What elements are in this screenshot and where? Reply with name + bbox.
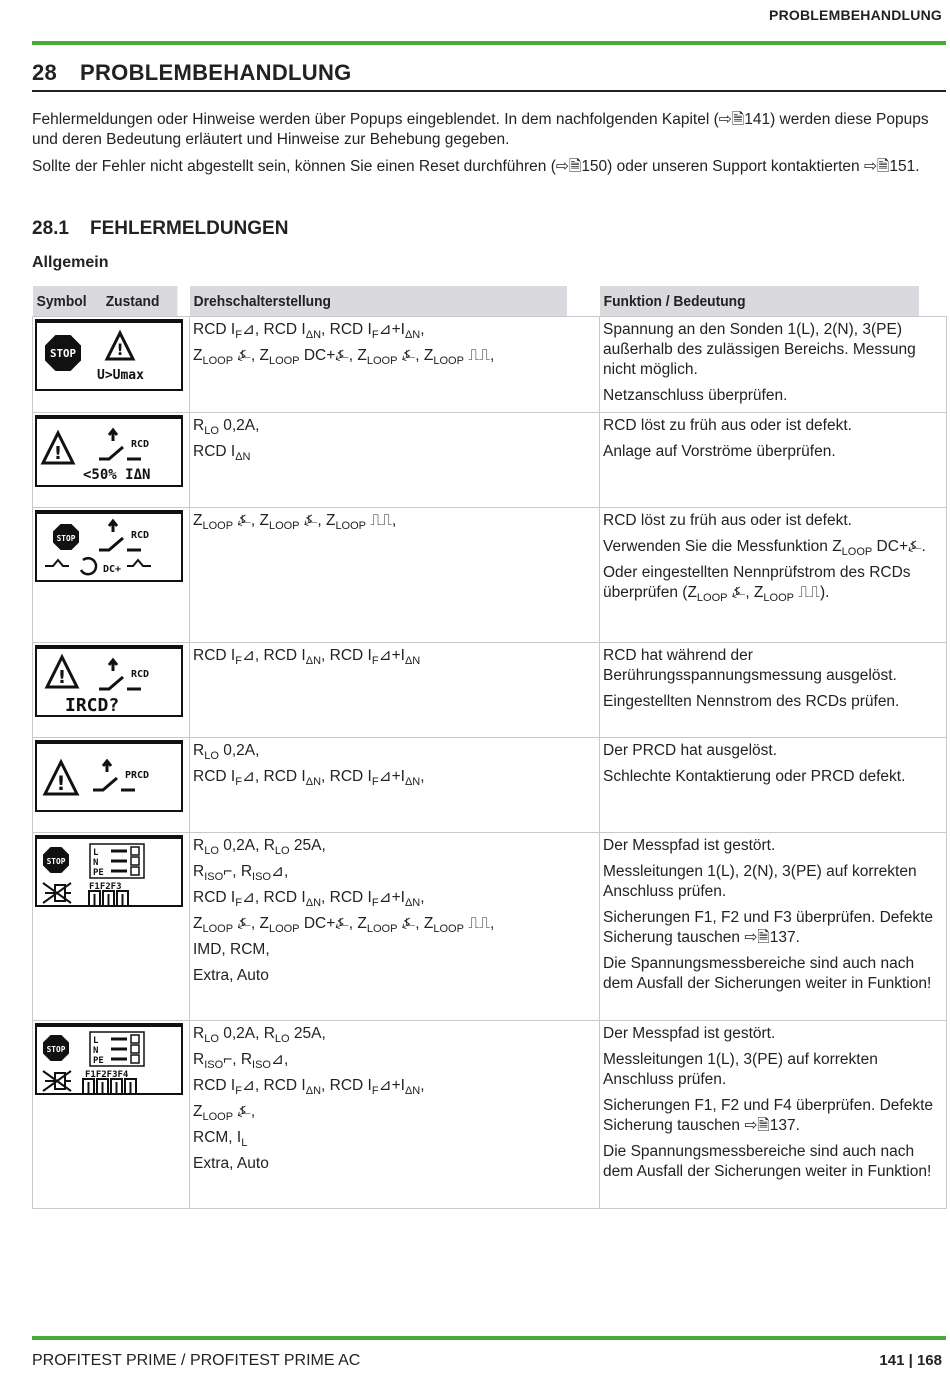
- switch-position-text: Extra, Auto: [193, 1155, 269, 1172]
- header-rule: [32, 41, 946, 45]
- table-header-row: [33, 286, 947, 317]
- function-text: Verwenden Sie die Messfunktion $Z_{LOOP}$ DC+⍼.: [603, 538, 926, 558]
- intro-paragraph-2: Sollte der Fehler nicht abgestellt sein, können Sie einen Reset durchführen (⇨🗎150) oder unseren Support kontaktierten ⇨🗎151.: [32, 158, 920, 175]
- footer-rule: [32, 1336, 946, 1340]
- subsection-title: Allgemein: [32, 254, 109, 271]
- table-header-symbol-state: [33, 286, 177, 317]
- function-text: Der PRCD hat ausgelöst.: [603, 742, 778, 759]
- warning-rcd-trip-icon: [35, 415, 183, 487]
- svg-text:PRCD: PRCD: [125, 770, 150, 781]
- svg-text:U>Umax: U>Umax: [97, 368, 144, 383]
- function-text: RCD löst zu früh aus oder ist defekt.: [603, 417, 852, 434]
- function-text: Oder eingestellten Nennprüfstrom des RCDs überprüfen ($Z_{LOOP}$ ⍼, $Z_{LOOP}$ ⎍⎍).: [603, 564, 911, 604]
- function-cell: [600, 643, 947, 738]
- switch-position-text: RCM, $I_L$: [193, 1129, 248, 1149]
- switch-position-text: RCD $I_F⊿$, RCD $I_{\Delta N}$, RCD $I_F⊿+I_{\Delta N}$: [193, 647, 421, 667]
- symbol-cell: [33, 738, 190, 833]
- switch-position-text: $R_{ISO}⌐$, $R_{ISO}⊿$,: [193, 863, 289, 883]
- svg-text:STOP: STOP: [56, 534, 76, 543]
- svg-text:STOP: STOP: [49, 347, 77, 360]
- function-text: RCD löst zu früh aus oder ist defekt.: [603, 512, 852, 529]
- svg-text:IRCD?: IRCD?: [65, 695, 120, 715]
- switch-position-text: RCD $I_F⊿$, RCD $I_{\Delta N}$, RCD $I_F⊿+I_{\Delta N}$,: [193, 321, 425, 341]
- function-cell: [600, 317, 947, 413]
- chapter-title: [32, 60, 352, 86]
- svg-text:!: !: [56, 772, 66, 795]
- svg-text:L: L: [93, 848, 99, 858]
- switch-position-text: $R_{LO}$ 0,2A, $R_{LO}$ 25A,: [193, 1025, 326, 1045]
- svg-text:RCD: RCD: [131, 669, 150, 680]
- svg-text:RCD: RCD: [131, 530, 150, 541]
- function-cell: [600, 1021, 947, 1209]
- section-number: 28.1: [32, 218, 69, 239]
- symbol-cell: [33, 413, 190, 508]
- switch-position-cell: [190, 508, 600, 643]
- svg-text:N: N: [93, 858, 99, 868]
- header-symbol: Symbol: [36, 292, 87, 310]
- function-cell: [600, 738, 947, 833]
- svg-text:PE: PE: [93, 1056, 104, 1066]
- function-text: Anlage auf Vorströme überprüfen.: [603, 443, 836, 460]
- function-cell: [600, 833, 947, 1021]
- header-switch: Drehschalterstellung: [190, 286, 567, 317]
- warning-prcd-icon: [35, 740, 183, 812]
- function-text: Die Spannungsmessbereiche sind auch nach dem Ausfall der Sicherungen weiter in Funktion!: [603, 1143, 932, 1180]
- footer-product: PROFITEST PRIME / PROFITEST PRIME AC: [32, 1352, 361, 1369]
- switch-position-text: RCD $I_F⊿$, RCD $I_{\Delta N}$, RCD $I_F⊿+I_{\Delta N}$,: [193, 1077, 425, 1097]
- table-row: [33, 317, 947, 413]
- section-title: [32, 218, 288, 240]
- switch-position-cell: [190, 413, 600, 508]
- function-text: Schlechte Kontaktierung oder PRCD defekt.: [603, 768, 906, 785]
- switch-position-text: $R_{LO}$ 0,2A,: [193, 417, 260, 437]
- svg-text:!: !: [116, 341, 124, 359]
- switch-position-text: $Z_{LOOP}$ ⍼, $Z_{LOOP}$ DC+⍼, $Z_{LOOP}$ ⍼, $Z_{LOOP}$ ⎍⎍,: [193, 915, 495, 935]
- switch-position-text: $R_{ISO}⌐$, $R_{ISO}⊿$,: [193, 1051, 289, 1071]
- function-text: Der Messpfad ist gestört.: [603, 1025, 776, 1042]
- stop-overvoltage-icon: [35, 319, 183, 391]
- switch-position-text: RCD $I_F⊿$, RCD $I_{\Delta N}$, RCD $I_F⊿+I_{\Delta N}$,: [193, 768, 425, 788]
- function-text: Sicherungen F1, F2 und F4 überprüfen. Defekte Sicherung tauschen ⇨🗎137.: [603, 1097, 934, 1134]
- table-row: [33, 1021, 947, 1209]
- switch-position-text: IMD, RCM,: [193, 941, 270, 958]
- header-function: Funktion / Bedeutung: [600, 286, 919, 317]
- switch-position-cell: [190, 317, 600, 413]
- section-title-text: FEHLERMELDUNGEN: [90, 218, 289, 239]
- switch-position-text: Extra, Auto: [193, 967, 269, 984]
- warning-ircd-icon: [35, 645, 183, 717]
- function-cell: [600, 413, 947, 508]
- switch-position-text: $Z_{LOOP}$ ⍼, $Z_{LOOP}$ DC+⍼, $Z_{LOOP}$ ⍼, $Z_{LOOP}$ ⎍⎍,: [193, 347, 495, 367]
- svg-text:L: L: [93, 1036, 99, 1046]
- switch-position-text: $R_{LO}$ 0,2A, $R_{LO}$ 25A,: [193, 837, 326, 857]
- function-text: Der Messpfad ist gestört.: [603, 837, 776, 854]
- svg-text:<50% IΔN: <50% IΔN: [83, 467, 151, 483]
- switch-position-cell: [190, 1021, 600, 1209]
- switch-position-cell: [190, 833, 600, 1021]
- svg-text:!: !: [53, 443, 63, 464]
- table-row: [33, 643, 947, 738]
- symbol-cell: [33, 833, 190, 1021]
- stop-fuse-f1f2f3f4-icon: [35, 1023, 183, 1095]
- svg-text:!: !: [57, 667, 67, 688]
- svg-text:PE: PE: [93, 868, 104, 878]
- function-text: Eingestellten Nennstrom des RCDs prüfen.: [603, 693, 900, 710]
- intro-paragraph-1: Fehlermeldungen oder Hinweise werden über Popups eingeblendet. In dem nachfolgenden Kapitel (⇨🗎141) werden diese Popups und deren Bedeutung erläutert und Hinweise zur Behebung gegeben.: [32, 111, 929, 148]
- function-text: Sicherungen F1, F2 und F3 überprüfen. Defekte Sicherung tauschen ⇨🗎137.: [603, 909, 934, 946]
- svg-text:F1F2F3F4: F1F2F3F4: [85, 1070, 129, 1080]
- footer-page-number: 141 | 168: [879, 1352, 942, 1369]
- switch-position-cell: [190, 738, 600, 833]
- svg-text:STOP: STOP: [46, 857, 66, 866]
- switch-position-text: $Z_{LOOP}$ ⍼,: [193, 1103, 256, 1123]
- chapter-rule: [32, 90, 946, 92]
- table-row: [33, 508, 947, 643]
- svg-text:STOP: STOP: [46, 1045, 66, 1054]
- symbol-cell: [33, 1021, 190, 1209]
- table-row: [33, 738, 947, 833]
- svg-text:F1F2F3: F1F2F3: [89, 882, 122, 892]
- stop-fuse-f1f2f3-icon: [35, 835, 183, 907]
- svg-text:DC+: DC+: [103, 564, 122, 575]
- running-header: PROBLEMBEHANDLUNG: [769, 7, 942, 23]
- switch-position-text: RCD $I_{\Delta N}$: [193, 443, 251, 463]
- function-text: Spannung an den Sonden 1(L), 2(N), 3(PE) außerhalb des zulässigen Bereichs. Messung nicht möglich.: [603, 321, 916, 378]
- symbol-cell: [33, 508, 190, 643]
- switch-position-text: $Z_{LOOP}$ ⍼, $Z_{LOOP}$ ⍼, $Z_{LOOP}$ ⎍⎍,: [193, 512, 397, 532]
- symbol-cell: [33, 643, 190, 738]
- switch-position-cell: [190, 643, 600, 738]
- svg-text:RCD: RCD: [131, 439, 150, 450]
- switch-position-text: RCD $I_F⊿$, RCD $I_{\Delta N}$, RCD $I_F⊿+I_{\Delta N}$,: [193, 889, 425, 909]
- table-row: [33, 833, 947, 1021]
- error-table: [32, 286, 947, 1209]
- chapter-title-text: PROBLEMBEHANDLUNG: [80, 60, 352, 85]
- switch-position-text: $R_{LO}$ 0,2A,: [193, 742, 260, 762]
- svg-text:N: N: [93, 1046, 99, 1056]
- table-row: [33, 413, 947, 508]
- header-state: Zustand: [105, 292, 159, 310]
- function-cell: [600, 508, 947, 643]
- function-text: RCD hat während der Berührungsspannungsmessung ausgelöst.: [603, 647, 897, 684]
- symbol-cell: [33, 317, 190, 413]
- stop-rcd-trip-dc-icon: [35, 510, 183, 582]
- function-text: Netzanschluss überprüfen.: [603, 387, 788, 404]
- function-text: Messleitungen 1(L), 2(N), 3(PE) auf korrekten Anschluss prüfen.: [603, 863, 917, 900]
- function-text: Die Spannungsmessbereiche sind auch nach dem Ausfall der Sicherungen weiter in Funktion!: [603, 955, 932, 992]
- chapter-number: 28: [32, 60, 58, 85]
- function-text: Messleitungen 1(L), 3(PE) auf korrekten Anschluss prüfen.: [603, 1051, 878, 1088]
